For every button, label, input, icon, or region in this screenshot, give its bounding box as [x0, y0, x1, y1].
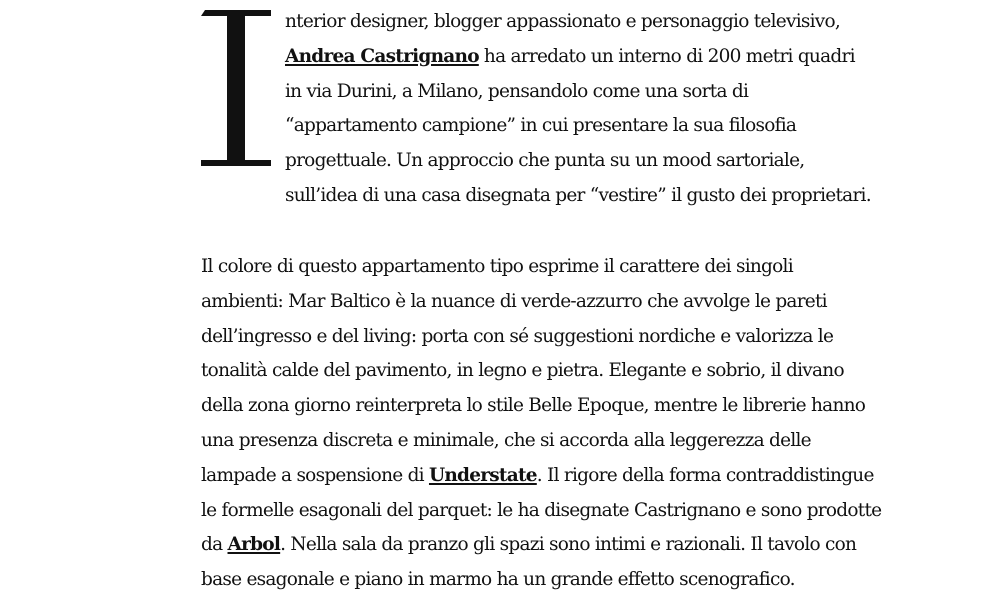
text-span: . Il rigore della forma contraddistingue [536, 464, 874, 486]
text-line [201, 528, 861, 563]
andrea-castrignano-link[interactable]: Andrea Castrignano [285, 45, 479, 67]
text-span: . Nella sala da pranzo gli spazi sono intimi e razionali. Il tavolo con [280, 534, 857, 556]
article [201, 0, 882, 591]
text-span: lampade a sospensione di [201, 464, 429, 486]
lead-paragraph [201, 0, 871, 220]
text-span: da [201, 534, 228, 556]
text-line: in via Durini, a Milano, pensandolo come una sorta di [285, 80, 749, 102]
text-line: ambienti: Mar Baltico è la nuance di verde-azzurro che avvolge le pareti [201, 290, 827, 312]
drop-cap [201, 10, 271, 166]
text-span: ha arredato un interno di 200 metri quadri [478, 45, 855, 67]
text-line: le formelle esagonali del parquet: le ha disegnate Castrignano e sono prodotte [201, 499, 882, 521]
text-line: della zona giorno reinterpreta lo stile Belle Epoque, mentre le librerie hanno [201, 395, 866, 417]
body-paragraph [201, 250, 882, 598]
text-line: sull’idea di una casa disegnata per “vestire” il gusto dei proprietari. [285, 184, 871, 206]
text-line: dell’ingresso e del living: porta con sé suggestioni nordiche e valorizza le [201, 325, 834, 347]
text-line: una presenza discreta e minimale, che si accorda alla leggerezza delle [201, 429, 811, 451]
text-line: “appartamento campione” in cui presentare la sua filosofia [285, 115, 797, 137]
text-line [201, 459, 874, 494]
text-line [285, 40, 865, 75]
text-line: nterior designer, blogger appassionato e personaggio televisivo, [285, 11, 840, 32]
text-line: base esagonale e piano in marmo ha un grande effetto scenografico. [201, 569, 795, 591]
understate-link[interactable]: Understate [428, 464, 537, 486]
text-line: Il colore di questo appartamento tipo esprime il carattere dei singoli [201, 256, 793, 277]
text-line: progettuale. Un approccio che punta su un mood sartoriale, [285, 150, 805, 172]
text-line: tonalità calde del pavimento, in legno e pietra. Elegante e sobrio, il divano [201, 360, 844, 382]
arbol-link[interactable]: Arbol [227, 534, 281, 556]
lead-text [285, 0, 871, 214]
